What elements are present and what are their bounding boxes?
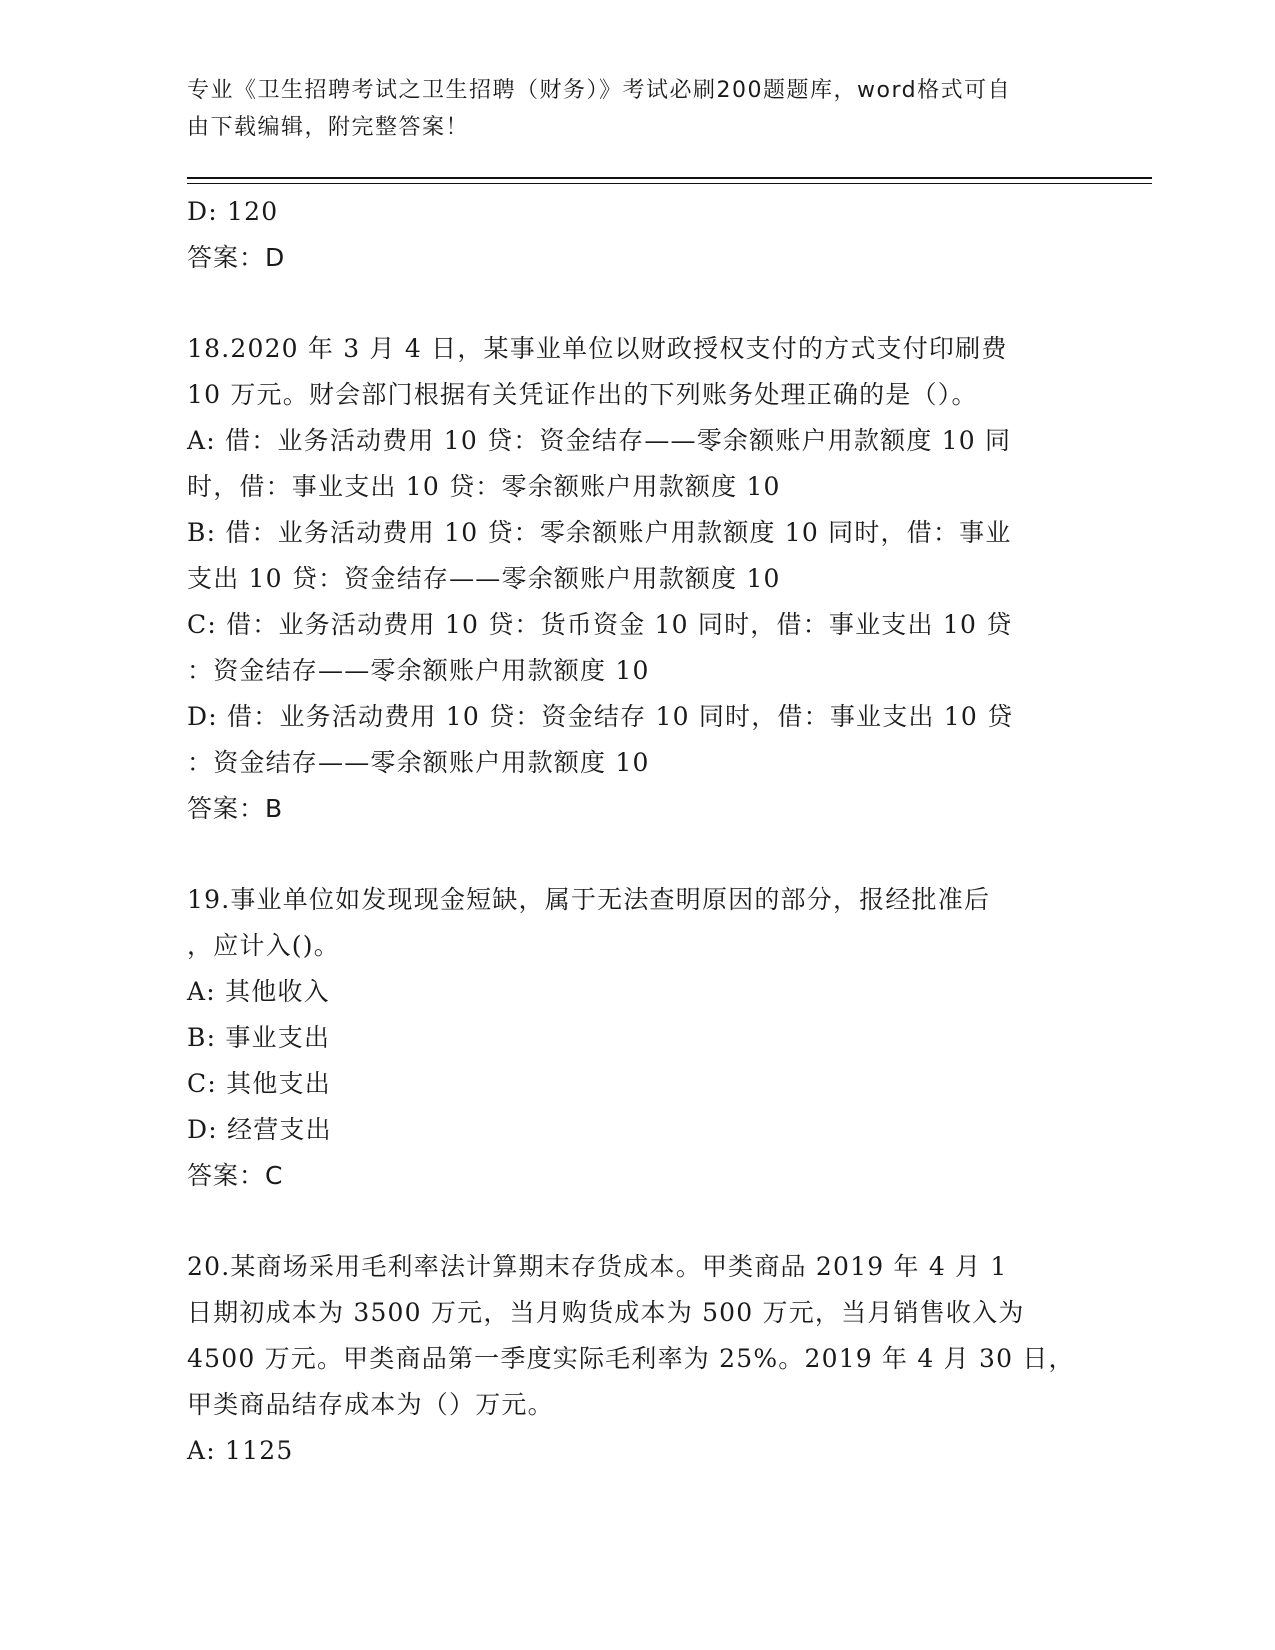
question-content: [187, 189, 1087, 1474]
question-stem: 4500 万元。甲类商品第一季度实际毛利率为 25%。2019 年 4 月 30 日，: [187, 1344, 1075, 1373]
question-stem: 19.事业单位如发现现金短缺，属于无法查明原因的部分，报经批准后: [187, 885, 991, 914]
option-c-continued: ：资金结存——零余额账户用款额度 10: [187, 656, 650, 685]
answer-line: 答案：C: [187, 1161, 284, 1190]
previous-question-tail: [187, 189, 1087, 281]
question-18: [187, 326, 1087, 832]
header-line-1: 专业《卫生招聘考试之卫生招聘（财务）》考试必刷200题题库，word格式可自: [187, 78, 1012, 103]
question-stem: 甲类商品结存成本为（）万元。: [187, 1390, 554, 1419]
question-stem: 20.某商场采用毛利率法计算期末存货成本。甲类商品 2019 年 4 月 1: [187, 1252, 1008, 1281]
option-d: D: 经营支出: [187, 1115, 332, 1144]
option-d: D: 借：业务活动费用 10 贷：资金结存 10 同时，借：事业支出 10 贷: [187, 702, 1014, 731]
option-b: B: 事业支出: [187, 1023, 331, 1052]
question-20: [187, 1244, 1087, 1474]
answer-line: 答案：D: [187, 243, 286, 272]
question-stem: 10 万元。财会部门根据有关凭证作出的下列账务处理正确的是（）。: [187, 380, 978, 409]
header-line-2: 由下载编辑，附完整答案！: [187, 115, 470, 140]
option-a: A: 其他收入: [187, 977, 330, 1006]
question-19: [187, 877, 1087, 1199]
question-stem: ，应计入()。: [187, 931, 340, 960]
answer-line: 答案：B: [187, 794, 284, 823]
header-divider-thin: [187, 183, 1152, 184]
option-c: C: 其他支出: [187, 1069, 331, 1098]
option-a: A: 1125: [187, 1436, 294, 1465]
option-a-continued: 时，借：事业支出 10 贷：零余额账户用款额度 10: [187, 472, 781, 501]
header-divider-thick: [187, 177, 1152, 179]
option-b-continued: 支出 10 贷：资金结存——零余额账户用款额度 10: [187, 564, 781, 593]
option-c: C: 借：业务活动费用 10 贷：货币资金 10 同时，借：事业支出 10 贷: [187, 610, 1013, 639]
document-header: [187, 72, 1067, 146]
question-stem: 日期初成本为 3500 万元，当月购货成本为 500 万元，当月销售收入为: [187, 1298, 1025, 1327]
spacer: [187, 281, 1087, 326]
spacer: [187, 1199, 1087, 1244]
spacer: [187, 832, 1087, 877]
option-a: A: 借：业务活动费用 10 贷：资金结存——零余额账户用款额度 10 同: [187, 426, 1012, 455]
question-stem: 18.2020 年 3 月 4 日，某事业单位以财政授权支付的方式支付印刷费: [187, 334, 1008, 363]
option-d: D: 120: [187, 197, 279, 226]
option-b: B: 借：业务活动费用 10 贷：零余额账户用款额度 10 同时，借：事业: [187, 518, 1012, 547]
option-d-continued: ：资金结存——零余额账户用款额度 10: [187, 748, 650, 777]
